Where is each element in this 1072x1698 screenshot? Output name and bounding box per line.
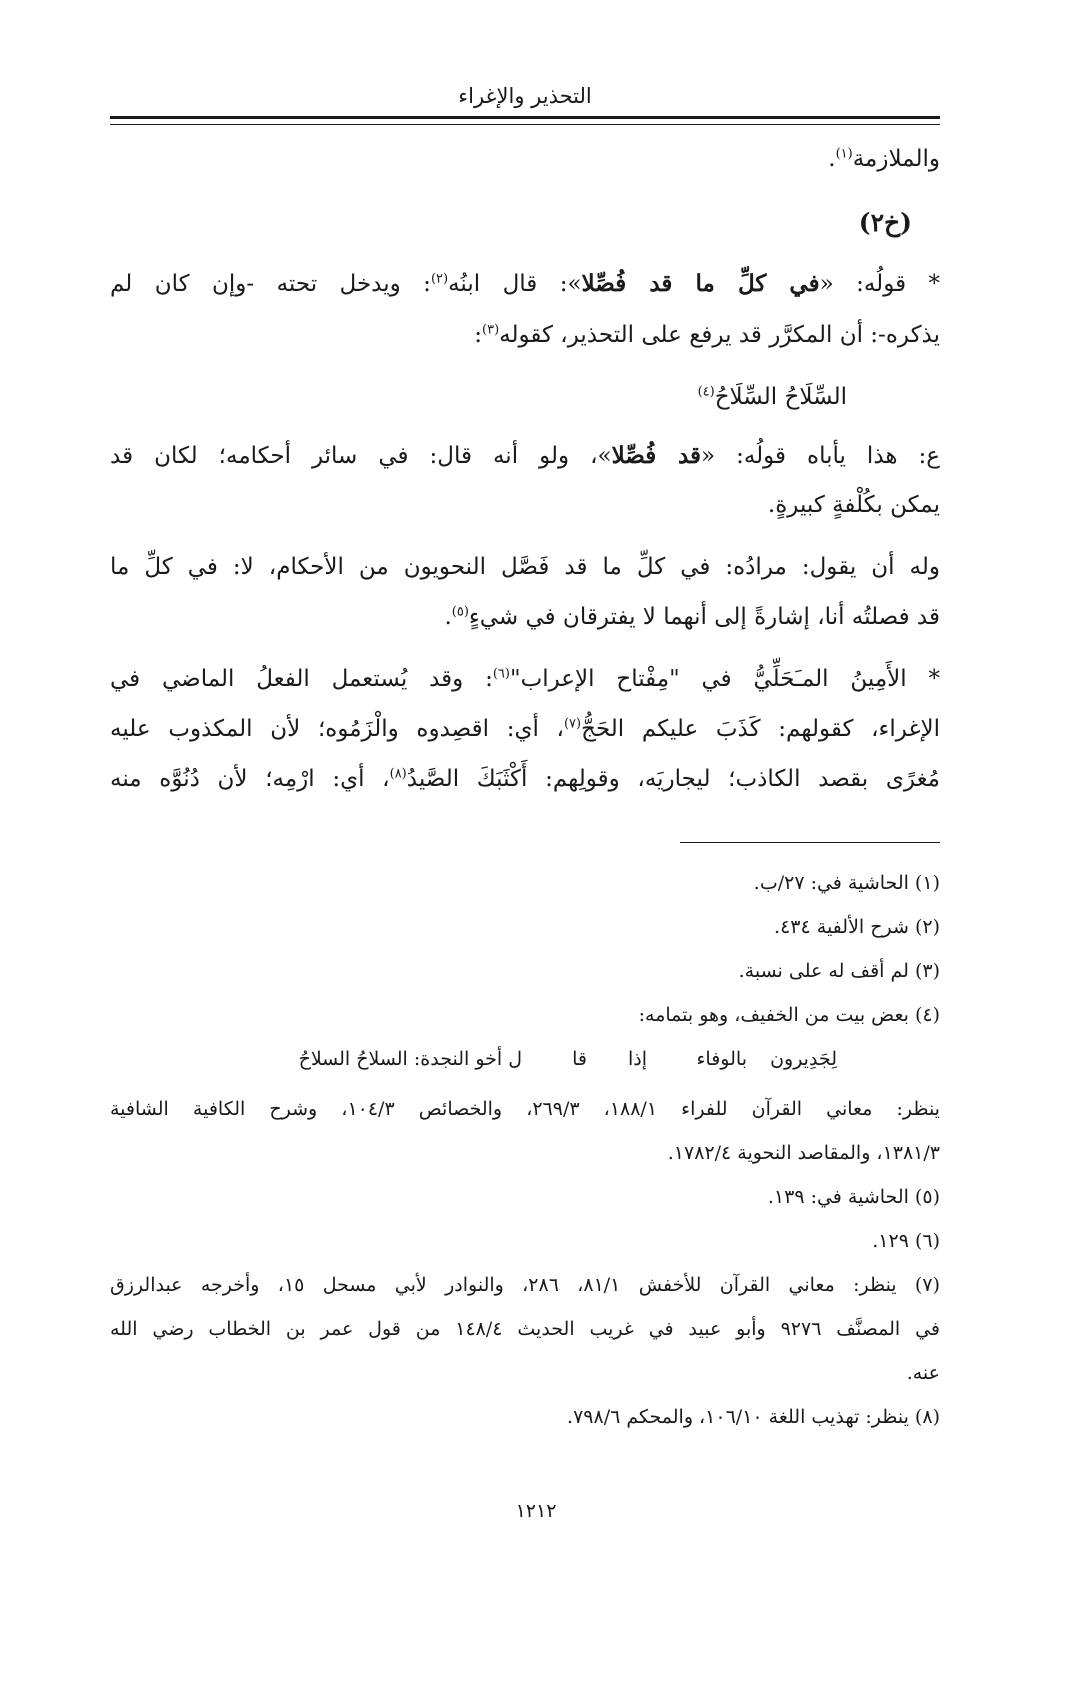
footnote-ref-1[interactable]: (١) xyxy=(835,146,853,162)
footnote-ref-7[interactable]: (٧) xyxy=(563,716,582,732)
footnote-verse-word: إذا xyxy=(627,1048,647,1070)
footnote-ref-2[interactable]: (٢) xyxy=(430,271,449,287)
body-paragraph-2-line-1: ع: هذا يأباه قولُه: «قد فُصِّلا»، ولو أنه قال: في سائر أحكامه؛ لكان قد xyxy=(110,442,940,469)
quoted-phrase: قد فُصِّلا xyxy=(611,442,702,469)
footnote-ref-6[interactable]: (٦) xyxy=(492,666,510,682)
footnote-7-line-2: في المصنَّف ٩٢٧٦ وأبو عبيد في غريب الحديث ١٤٨/٤ من قول عمر بن الخطاب رضي الله xyxy=(110,1318,940,1340)
body-paragraph-4-line-2: الإغراء، كقولهم: كَذَبَ عليكم الحَجُّ$^{(٧)}$، أي: اقصِدوه والْزَمُوه؛ لأن المكذوب عليه xyxy=(110,716,940,742)
header-rule-thin xyxy=(110,124,940,125)
running-head: التحذير والإغراء xyxy=(458,84,592,108)
section-heading: (خ٢) xyxy=(858,208,912,237)
footnote-ref-3[interactable]: (٣) xyxy=(482,322,500,338)
quoted-phrase: في كلِّ ما قد فُصِّلا xyxy=(581,270,820,297)
footnote-8: (٨) ينظر: تهذيب اللغة ١٠٦/١٠، والمحكم ٧٩٨/٦. xyxy=(567,1406,940,1428)
footnote-4-cont-1: ينظر: معاني القرآن للفراء ١٨٨/١، ٢٦٩/٣، والخصائص ١٠٤/٣، وشرح الكافية الشافية xyxy=(110,1098,940,1120)
footnote-ref-5[interactable]: (٥) xyxy=(451,604,469,620)
body-line-1: والملازمة$^{(١)}$. xyxy=(828,146,940,172)
footnote-ref-4[interactable]: (٤) xyxy=(697,384,715,400)
footnote-3: (٣) لم أقف له على نسبة. xyxy=(738,960,940,982)
body-paragraph-1-line-1: * قولُه: «في كلِّ ما قد فُصِّلا»: قال ابنُه$^{(٢)}$: ويدخل تحته -وإن كان لم xyxy=(110,270,940,297)
body-paragraph-3-line-2: قد فصلتُه أنا، إشارةً إلى أنهما لا يفترقان في شيءٍ$^{(٥)}$. xyxy=(444,604,940,630)
quoted-verse: السِّلَاحُ السِّلَاحُ$^{(٤)}$ xyxy=(697,384,847,410)
body-paragraph-4-line-3: مُغرًى بقصد الكاذب؛ ليجاريَه، وقولِهم: أَكْثَبَكَ الصَّيدُ$^{(٨)}$، أي: ارْمِه؛ لأن دُنُوَّه منه xyxy=(110,766,940,792)
footnote-7-line-3: عنه. xyxy=(906,1362,940,1384)
footnote-4: (٤) بعض بيت من الخفيف، وهو بتمامه: xyxy=(638,1004,940,1026)
body-paragraph-2-line-2: يمكن بكُلْفةٍ كبيرةٍ. xyxy=(767,492,940,518)
footnote-verse-word: قا xyxy=(572,1048,587,1070)
body-paragraph-4-line-1: * الأَمِينُ المـَحَلِّيُّ في "مِفْتاح الإعراب"$^{(٦)}$: وقد يُستعمل الفعلُ الماضي في xyxy=(110,666,940,692)
footnote-ref-8[interactable]: (٨) xyxy=(389,766,407,782)
footnote-1: (١) الحاشية في: ٢٧/ب. xyxy=(753,872,940,894)
footnote-2: (٢) شرح الألفية ٤٣٤. xyxy=(774,916,940,938)
footnote-verse-word: ل أخو النجدة: السلاحُ السلاحُ xyxy=(298,1048,522,1070)
footnote-verse-word: بالوفاء xyxy=(696,1048,747,1070)
footnote-verse-word: لِجَدِيرون xyxy=(770,1048,837,1070)
page-number: ١٢١٢ xyxy=(515,1500,557,1522)
footnote-6: (٦) ١٢٩. xyxy=(872,1230,940,1252)
body-paragraph-1-line-2: يذكره-: أن المكرَّر قد يرفع على التحذير، كقوله$^{(٣)}$: xyxy=(474,322,940,348)
footnote-5: (٥) الحاشية في: ١٣٩. xyxy=(767,1186,940,1208)
header-rule-thick xyxy=(110,116,940,119)
body-paragraph-3-line-1: وله أن يقول: مرادُه: في كلِّ ما قد فَصَّل النحويون من الأحكام، لا: في كلِّ ما xyxy=(110,554,940,580)
footnote-7-line-1: (٧) ينظر: معاني القرآن للأخفش ٨١/١، ٢٨٦، والنوادر لأبي مسحل ١٥، وأخرجه عبدالرزق xyxy=(110,1274,940,1296)
footnote-4-cont-2: ١٣٨١/٣، والمقاصد النحوية ١٧٨٢/٤. xyxy=(667,1142,940,1164)
footnote-separator xyxy=(680,842,940,843)
